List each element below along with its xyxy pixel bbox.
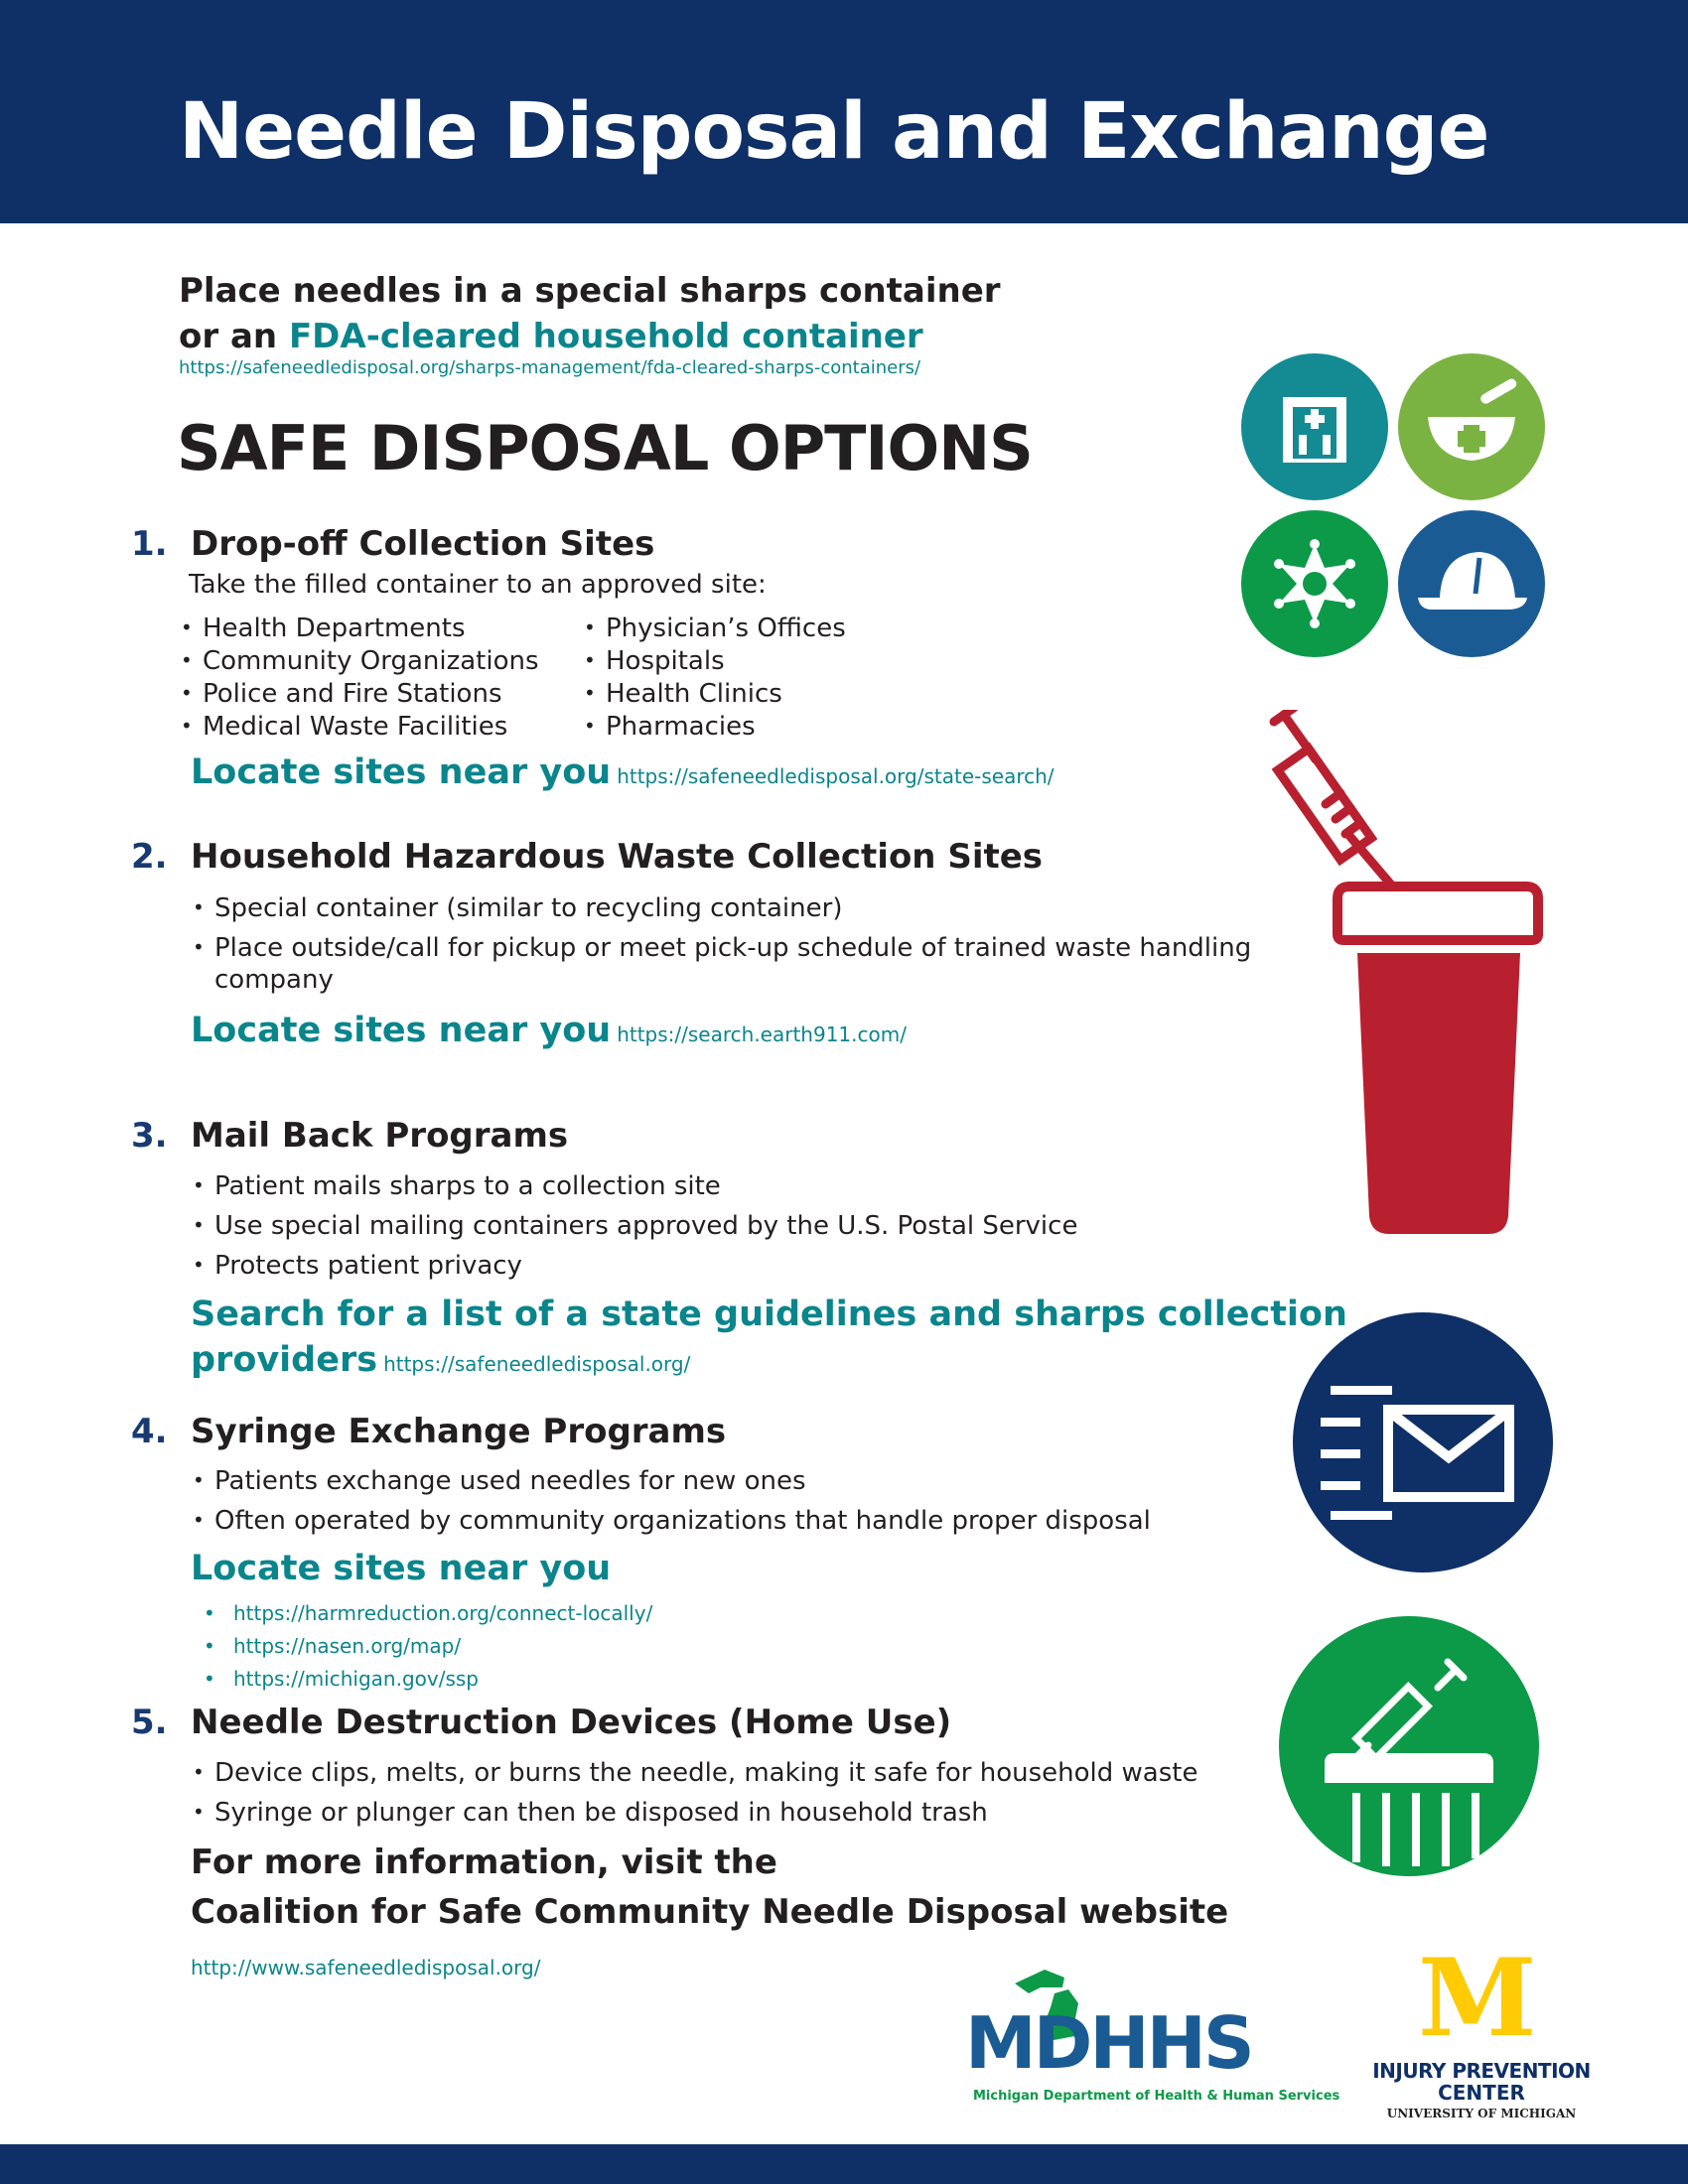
list-item: • Health Clinics <box>606 679 782 709</box>
state-search-link[interactable]: https://safeneedledisposal.org/state-search/ <box>617 764 1055 788</box>
options-title: SAFE DISPOSAL OPTIONS <box>177 412 1033 484</box>
fda-container-link[interactable]: FDA-cleared household container <box>288 317 923 356</box>
section4-locate: Locate sites near you <box>191 1549 612 1588</box>
list-item: • Patients exchange used needles for new ones <box>214 1466 806 1496</box>
section2-locate <box>191 1011 907 1050</box>
list-item: • Hospitals <box>606 646 725 676</box>
fda-url[interactable]: https://safeneedledisposal.org/sharps-management/fda-cleared-sharps-containers/ <box>179 357 921 378</box>
list-item: • Syringe or plunger can then be disposed in household trash <box>214 1798 988 1828</box>
list-item-continued: company <box>214 965 334 995</box>
intro <box>179 268 1001 391</box>
section5-title: Needle Destruction Devices (Home Use) <box>191 1703 952 1742</box>
section3-title: Mail Back Programs <box>191 1116 569 1156</box>
mdhhs-logo <box>965 1964 1342 2113</box>
mail-icon <box>1293 1312 1553 1572</box>
section2-title: Household Hazardous Waste Collection Sites <box>191 837 1044 877</box>
section1-locate <box>191 752 1055 792</box>
more-info-line1: For more information, visit the <box>191 1843 777 1882</box>
section5-number: 5. <box>131 1703 168 1742</box>
list-item: • Protects patient privacy <box>214 1251 522 1281</box>
sharps-container-icon <box>1266 710 1564 1236</box>
locate-label: Locate sites near you <box>191 752 612 792</box>
footer-bar <box>0 2144 1688 2184</box>
mdhhs-wordmark: MDHHS <box>965 2001 1252 2085</box>
um-line3: UNIVERSITY OF MICHIGAN <box>1386 2107 1577 2120</box>
section1-number: 1. <box>131 524 168 564</box>
intro-line1: Place needles in a special sharps container <box>179 271 1001 311</box>
section4-number: 4. <box>131 1412 168 1451</box>
safeneedle-link[interactable]: https://safeneedledisposal.org/ <box>383 1352 691 1376</box>
section3-search-line1: Search for a list of a state guidelines and sharps collection <box>191 1295 1347 1334</box>
page-title: Needle Disposal and Exchange <box>179 87 1489 177</box>
list-item: • Device clips, melts, or burns the needle, making it safe for household waste <box>214 1758 1197 1788</box>
list-item: • Medical Waste Facilities <box>203 712 507 742</box>
nasen-link[interactable]: • https://nasen.org/map/ <box>233 1634 461 1658</box>
coalition-link[interactable]: Coalition for Safe Community Needle Disposal website <box>191 1892 1229 1932</box>
section4-title: Syringe Exchange Programs <box>191 1412 727 1451</box>
list-item: • Physician’s Offices <box>606 614 846 643</box>
earth911-link[interactable]: https://search.earth911.com/ <box>617 1023 907 1046</box>
list-item: • Pharmacies <box>606 712 756 742</box>
trash-syringe-icon <box>1279 1616 1539 1876</box>
coalition-url[interactable]: http://www.safeneedledisposal.org/ <box>191 1956 541 1979</box>
section2-number: 2. <box>131 837 168 877</box>
list-item: • Often operated by community organizations that handle proper disposal <box>214 1506 1151 1536</box>
list-item: • Place outside/call for pickup or meet pick-up schedule of trained waste handling <box>214 933 1251 963</box>
list-item: • Use special mailing containers approved by the U.S. Postal Service <box>214 1211 1077 1241</box>
section1-subtitle: Take the filled container to an approved site: <box>189 570 767 600</box>
list-item: • Patient mails sharps to a collection site <box>214 1171 721 1201</box>
hospital-icon <box>1241 353 1388 500</box>
section3-search-line2 <box>191 1340 690 1380</box>
mdhhs-subtitle: Michigan Department of Health & Human Services <box>973 2089 1340 2104</box>
intro-prefix: or an <box>179 317 289 356</box>
um-line2: CENTER <box>1438 2081 1525 2105</box>
harmreduction-link[interactable]: • https://harmreduction.org/connect-locally/ <box>233 1601 652 1625</box>
police-badge-icon <box>1241 510 1388 657</box>
section3-number: 3. <box>131 1116 168 1156</box>
list-item: • Police and Fire Stations <box>203 679 502 709</box>
pharmacy-icon <box>1398 353 1545 500</box>
um-line1: INJURY PREVENTION <box>1372 2059 1591 2083</box>
list-item: • Community Organizations <box>203 646 539 676</box>
list-item: • Health Departments <box>203 614 466 643</box>
section1-title: Drop-off Collection Sites <box>191 524 655 564</box>
locate-label: providers <box>191 1340 378 1380</box>
list-item: • Special container (similar to recycling container) <box>214 893 842 923</box>
locate-label: Locate sites near you <box>191 1011 612 1050</box>
um-block-m: M <box>1418 1936 1537 2061</box>
um-ipc-logo <box>1368 1936 1597 2124</box>
header-banner <box>0 0 1688 223</box>
fire-helmet-icon <box>1398 510 1545 657</box>
michigan-ssp-link[interactable]: • https://michigan.gov/ssp <box>233 1667 479 1691</box>
